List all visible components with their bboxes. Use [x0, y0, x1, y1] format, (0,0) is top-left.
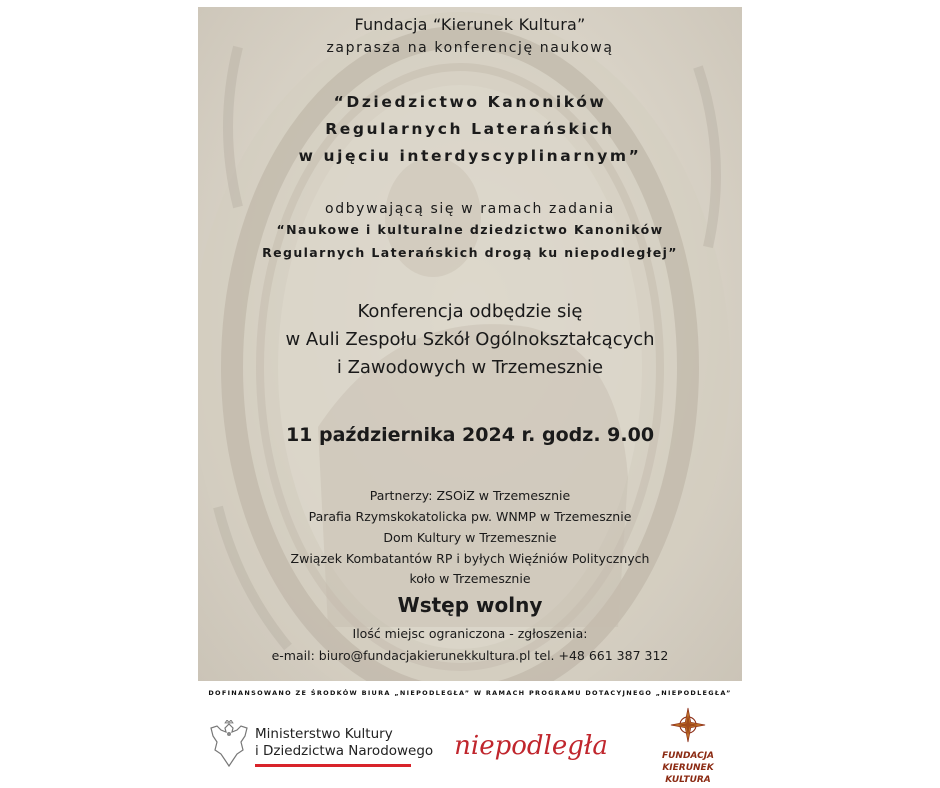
foundation-name-line-1: FUNDACJA	[661, 751, 715, 761]
conference-title-line-1: “Dziedzictwo Kanoników	[333, 93, 607, 111]
venue-line-1: Konferencja odbędzie się	[357, 301, 583, 322]
funding-note: DOFINANSOWANO ZE ŚRODKÓW BIURA „NIEPODLEGŁA” W RAMACH PROGRAMU DOTACYJNEGO „NIEPODLEGŁA”	[208, 689, 732, 697]
conference-title-line-3: w ujęciu interdyscyplinarnym”	[298, 147, 642, 165]
foundation-name-line-2: KIERUNEK KULTURA	[662, 763, 714, 785]
within-task-text: odbywającą się w ramach zadania	[325, 201, 615, 217]
partners-line-1: Partnerzy: ZSOiZ w Trzemesznie	[369, 488, 571, 503]
foundation-name	[638, 750, 738, 786]
conference-title-line-2: Regularnych Laterańskich	[325, 120, 615, 138]
conference-poster	[198, 7, 742, 681]
conference-date: 11 października 2024 r. godz. 9.00	[285, 424, 655, 446]
partners-line-5: koło w Trzemesznie	[409, 571, 531, 586]
niepodlegla-wordmark: niepodległa	[454, 731, 608, 761]
ministry-red-bar	[255, 764, 411, 767]
venue-line-2: w Auli Zespołu Szkół Ogólnokształcących	[285, 329, 655, 350]
free-entry-text: Wstęp wolny	[397, 593, 543, 617]
ministry-name-line-1: Ministerstwo Kultury	[255, 726, 393, 742]
ministry-name-line-2: i Dziedzictwa Narodowego	[255, 743, 434, 759]
limited-seats-text: Ilość miejsc ograniczona - zgłoszenia:	[352, 626, 588, 641]
organizer-text: Fundacja “Kierunek Kultura”	[354, 15, 586, 34]
task-title-line-1: “Naukowe i kulturalne dziedzictwo Kanoników	[276, 222, 664, 237]
partners-line-2: Parafia Rzymskokatolicka pw. WNMP w Trzemesznie	[308, 509, 632, 524]
task-title-line-2: Regularnych Laterańskich drogą ku niepodległej”	[262, 245, 678, 260]
partners-line-3: Dom Kultury w Trzemesznie	[383, 530, 557, 545]
niepodlegla-logo	[446, 718, 616, 773]
contact-text: e-mail: biuro@fundacjakierunekkultura.pl tel. +48 661 387 312	[271, 648, 669, 663]
foundation-logo	[638, 703, 738, 785]
partners-line-4: Związek Kombatantów RP i byłych Więźniów Politycznych	[290, 551, 650, 566]
ministry-name	[255, 726, 433, 760]
venue-line-3: i Zawodowych w Trzemesznie	[336, 357, 604, 378]
eagle-emblem-icon	[207, 720, 251, 770]
compass-rose-icon	[670, 707, 706, 743]
ministry-logo	[205, 718, 434, 773]
invitation-text: zaprasza na konferencję naukową	[326, 40, 614, 56]
